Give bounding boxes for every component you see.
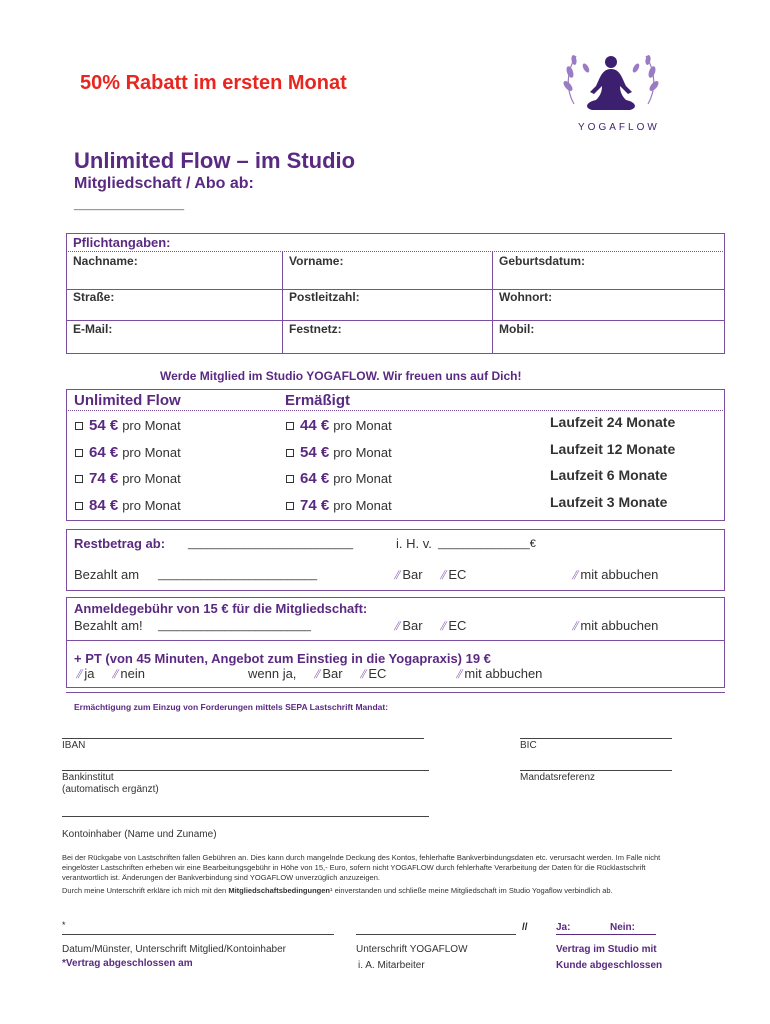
- sign-slashes: //: [522, 922, 528, 933]
- anmelde-bar-option[interactable]: [394, 618, 423, 634]
- anmelde-title: Anmeldegebühr von 15 € für die Mitgliedschaft:: [74, 601, 368, 616]
- price-per: pro Monat: [333, 471, 392, 486]
- field-mobil[interactable]: Mobil:: [499, 322, 535, 336]
- term-label: Laufzeit 3 Monate: [550, 494, 668, 510]
- pt-nein-label: nein: [120, 666, 145, 681]
- anmelde-abbuchen-option[interactable]: [572, 618, 658, 634]
- price-amount: 64 €: [300, 470, 330, 487]
- check-mark-icon: ⫽: [440, 568, 446, 582]
- studio-contract-note-1: Vertrag im Studio mit: [556, 944, 657, 955]
- field-vorname[interactable]: Vorname:: [289, 254, 344, 268]
- member-signature-line[interactable]: [62, 934, 334, 935]
- bic-label: BIC: [520, 740, 537, 751]
- pt-abbuchen-option[interactable]: [456, 666, 542, 682]
- agree-post: ¹ einverstanden und schließe meine Mitgliedschaft im Studio Yogaflow verbindlich ab.: [330, 886, 613, 895]
- pflicht-heading: Pflichtangaben:: [73, 235, 171, 250]
- check-mark-icon: ⫽: [394, 568, 400, 582]
- price-option-full[interactable]: [75, 497, 181, 514]
- rest-bar-label: Bar: [402, 567, 423, 582]
- field-postleitzahl[interactable]: Postleitzahl:: [289, 290, 360, 304]
- agree-terms-link[interactable]: Mitgliedschaftsbedingungen: [228, 886, 330, 895]
- mandat-line[interactable]: [520, 770, 672, 771]
- price-per: pro Monat: [122, 498, 181, 513]
- field-nachname[interactable]: Nachname:: [73, 254, 138, 268]
- pt-title: + PT (von 45 Minuten, Angebot zum Einstieg in die Yogapraxis) 19 €: [74, 651, 491, 666]
- bic-line[interactable]: [520, 738, 672, 739]
- price-option-reduced[interactable]: [286, 417, 392, 434]
- rest-abbuchen-option[interactable]: [572, 567, 658, 583]
- studio-signature-label: Unterschrift YOGAFLOW: [356, 944, 468, 955]
- sign-nein-option[interactable]: Nein:: [610, 922, 635, 933]
- pt-ja-label: ja: [84, 666, 95, 681]
- holder-line[interactable]: [62, 816, 429, 817]
- agree-text: [62, 886, 674, 896]
- bank-note: (automatisch ergänzt): [62, 784, 159, 795]
- check-mark-icon: ⫽: [112, 667, 118, 681]
- check-mark-icon: ⫽: [456, 667, 462, 681]
- promo-text: 50% Rabatt im ersten Monat: [80, 72, 347, 94]
- checkbox-icon[interactable]: [286, 449, 294, 457]
- agree-pre: Durch meine Unterschrift erkläre ich mich mit den: [62, 886, 227, 895]
- legal-text: Bei der Rückgabe von Lastschriften fallen Gebühren an. Dies kann durch mangelnde Deckung des Kontos, fehlerhafte Bankverbindungsdaten etc. verursacht werden. Im Falle nicht eingelöster Lastschriften erheben wir eine Bearbeitungsgebühr in Höhe von 15,- Euro, sofern nicht YOGAFLOW durch fehlerhafte Verarbeitung der Daten für die Rücklastschrift verantwortlich ist. Änderungen der Bankverbindung sind YOGAFLOW unverzüglich anzuzeigen.: [62, 853, 661, 882]
- pt-nein-option[interactable]: [112, 666, 145, 682]
- rest-ec-option[interactable]: [440, 567, 466, 583]
- contract-date-note: *Vertrag abgeschlossen am: [62, 958, 193, 969]
- invite-text: Werde Mitglied im Studio YOGAFLOW. Wir freuen uns auf Dich!: [160, 369, 522, 383]
- price-amount: 54 €: [89, 417, 119, 434]
- price-per: pro Monat: [333, 445, 392, 460]
- anmelde-paid-label: Bezahlt am!: [74, 618, 143, 633]
- field-strasse[interactable]: Straße:: [73, 290, 115, 304]
- member-signature-label: Datum/Münster, Unterschrift Mitglied/Kontoinhaber: [62, 944, 286, 955]
- price-per: pro Monat: [333, 498, 392, 513]
- check-mark-icon: ⫽: [76, 667, 82, 681]
- anmelde-ec-label: EC: [448, 618, 467, 633]
- mandat-label: Mandatsreferenz: [520, 772, 596, 783]
- price-amount: 54 €: [300, 444, 330, 461]
- pt-abbuchen-label: mit abbuchen: [464, 666, 543, 681]
- term-label: Laufzeit 6 Monate: [550, 467, 668, 483]
- logo: [556, 42, 666, 134]
- checkbox-icon[interactable]: [75, 422, 83, 430]
- check-mark-icon: ⫽: [394, 619, 400, 633]
- pt-wenn-label: wenn ja,: [248, 666, 297, 681]
- price-amount: 74 €: [300, 497, 330, 514]
- field-wohnort[interactable]: Wohnort:: [499, 290, 553, 304]
- check-mark-icon: ⫽: [360, 667, 366, 681]
- price-option-full[interactable]: [75, 417, 181, 434]
- price-option-full[interactable]: [75, 470, 181, 487]
- anmelde-paid-blank[interactable]: _________________________: [158, 620, 311, 632]
- price-amount: 74 €: [89, 470, 119, 487]
- pt-bar-label: Bar: [322, 666, 343, 681]
- checkbox-icon[interactable]: [286, 502, 294, 510]
- price-option-reduced[interactable]: [286, 497, 392, 514]
- price-option-reduced[interactable]: [286, 444, 392, 461]
- check-mark-icon: ⫽: [572, 619, 578, 633]
- term-label: Laufzeit 24 Monate: [550, 414, 676, 430]
- price-per: pro Monat: [333, 418, 392, 433]
- holder-label: Kontoinhaber (Name und Zuname): [62, 829, 217, 840]
- price-amount: 64 €: [89, 444, 119, 461]
- page-subtitle: Mitgliedschaft / Abo ab:: [74, 175, 254, 192]
- price-option-reduced[interactable]: [286, 470, 392, 487]
- iban-label: IBAN: [62, 740, 86, 751]
- bank-line[interactable]: [62, 770, 429, 771]
- page-title: Unlimited Flow – im Studio: [74, 148, 356, 173]
- sign-ja-option[interactable]: Ja:: [556, 922, 571, 933]
- price-per: pro Monat: [122, 471, 181, 486]
- field-geburtsdatum[interactable]: Geburtsdatum:: [499, 254, 586, 268]
- iban-line[interactable]: [62, 738, 424, 739]
- rest-paid-label: Bezahlt am: [74, 567, 140, 582]
- studio-signature-note: i. A. Mitarbeiter: [358, 960, 425, 971]
- rest-ec-label: EC: [448, 567, 467, 582]
- subtitle-blank[interactable]: ______________________: [74, 200, 185, 210]
- price-per: pro Monat: [122, 445, 181, 460]
- field-email[interactable]: E-Mail:: [73, 322, 113, 336]
- pricing-col2-head: Ermäßigt: [285, 392, 351, 409]
- rest-ihv: i. H. v.: [396, 536, 432, 551]
- checkbox-icon[interactable]: [75, 502, 83, 510]
- meditating-figure-icon: [556, 42, 666, 122]
- rest-abbuchen-label: mit abbuchen: [580, 567, 659, 582]
- checkbox-icon[interactable]: [75, 475, 83, 483]
- sepa-heading: Ermächtigung zum Einzug von Forderungen mittels SEPA Lastschrift Mandat:: [74, 702, 389, 712]
- pt-ec-label: EC: [368, 666, 387, 681]
- anmelde-bar-label: Bar: [402, 618, 423, 633]
- logo-text: YOGAFLOW: [578, 122, 660, 133]
- pt-ja-option[interactable]: [76, 666, 94, 682]
- check-mark-icon: ⫽: [314, 667, 320, 681]
- price-option-full[interactable]: [75, 444, 181, 461]
- pricing-col1-head: Unlimited Flow: [74, 392, 181, 409]
- pt-ec-option[interactable]: [360, 666, 386, 682]
- studio-contract-note-2: Kunde abgeschlossen: [556, 960, 663, 971]
- sign-star: *: [62, 920, 66, 930]
- rest-bar-option[interactable]: [394, 567, 423, 583]
- rest-label: Restbetrag ab:: [74, 536, 166, 551]
- rest-paid-blank[interactable]: __________________________: [158, 569, 318, 581]
- checkbox-icon[interactable]: [286, 422, 294, 430]
- term-label: Laufzeit 12 Monate: [550, 441, 676, 457]
- checkbox-icon[interactable]: [75, 449, 83, 457]
- pt-bar-option[interactable]: [314, 666, 343, 682]
- price-amount: 44 €: [300, 417, 330, 434]
- bank-label: Bankinstitut: [62, 772, 114, 783]
- check-mark-icon: ⫽: [572, 568, 578, 582]
- check-mark-icon: ⫽: [440, 619, 446, 633]
- rest-ihv-blank[interactable]: _______________€: [438, 538, 536, 550]
- studio-signature-line[interactable]: [356, 934, 516, 935]
- price-per: pro Monat: [122, 418, 181, 433]
- price-amount: 84 €: [89, 497, 119, 514]
- anmelde-ec-option[interactable]: [440, 618, 466, 634]
- field-festnetz[interactable]: Festnetz:: [289, 322, 342, 336]
- anmelde-abbuchen-label: mit abbuchen: [580, 618, 659, 633]
- rest-blank[interactable]: ___________________________: [188, 538, 354, 550]
- checkbox-icon[interactable]: [286, 475, 294, 483]
